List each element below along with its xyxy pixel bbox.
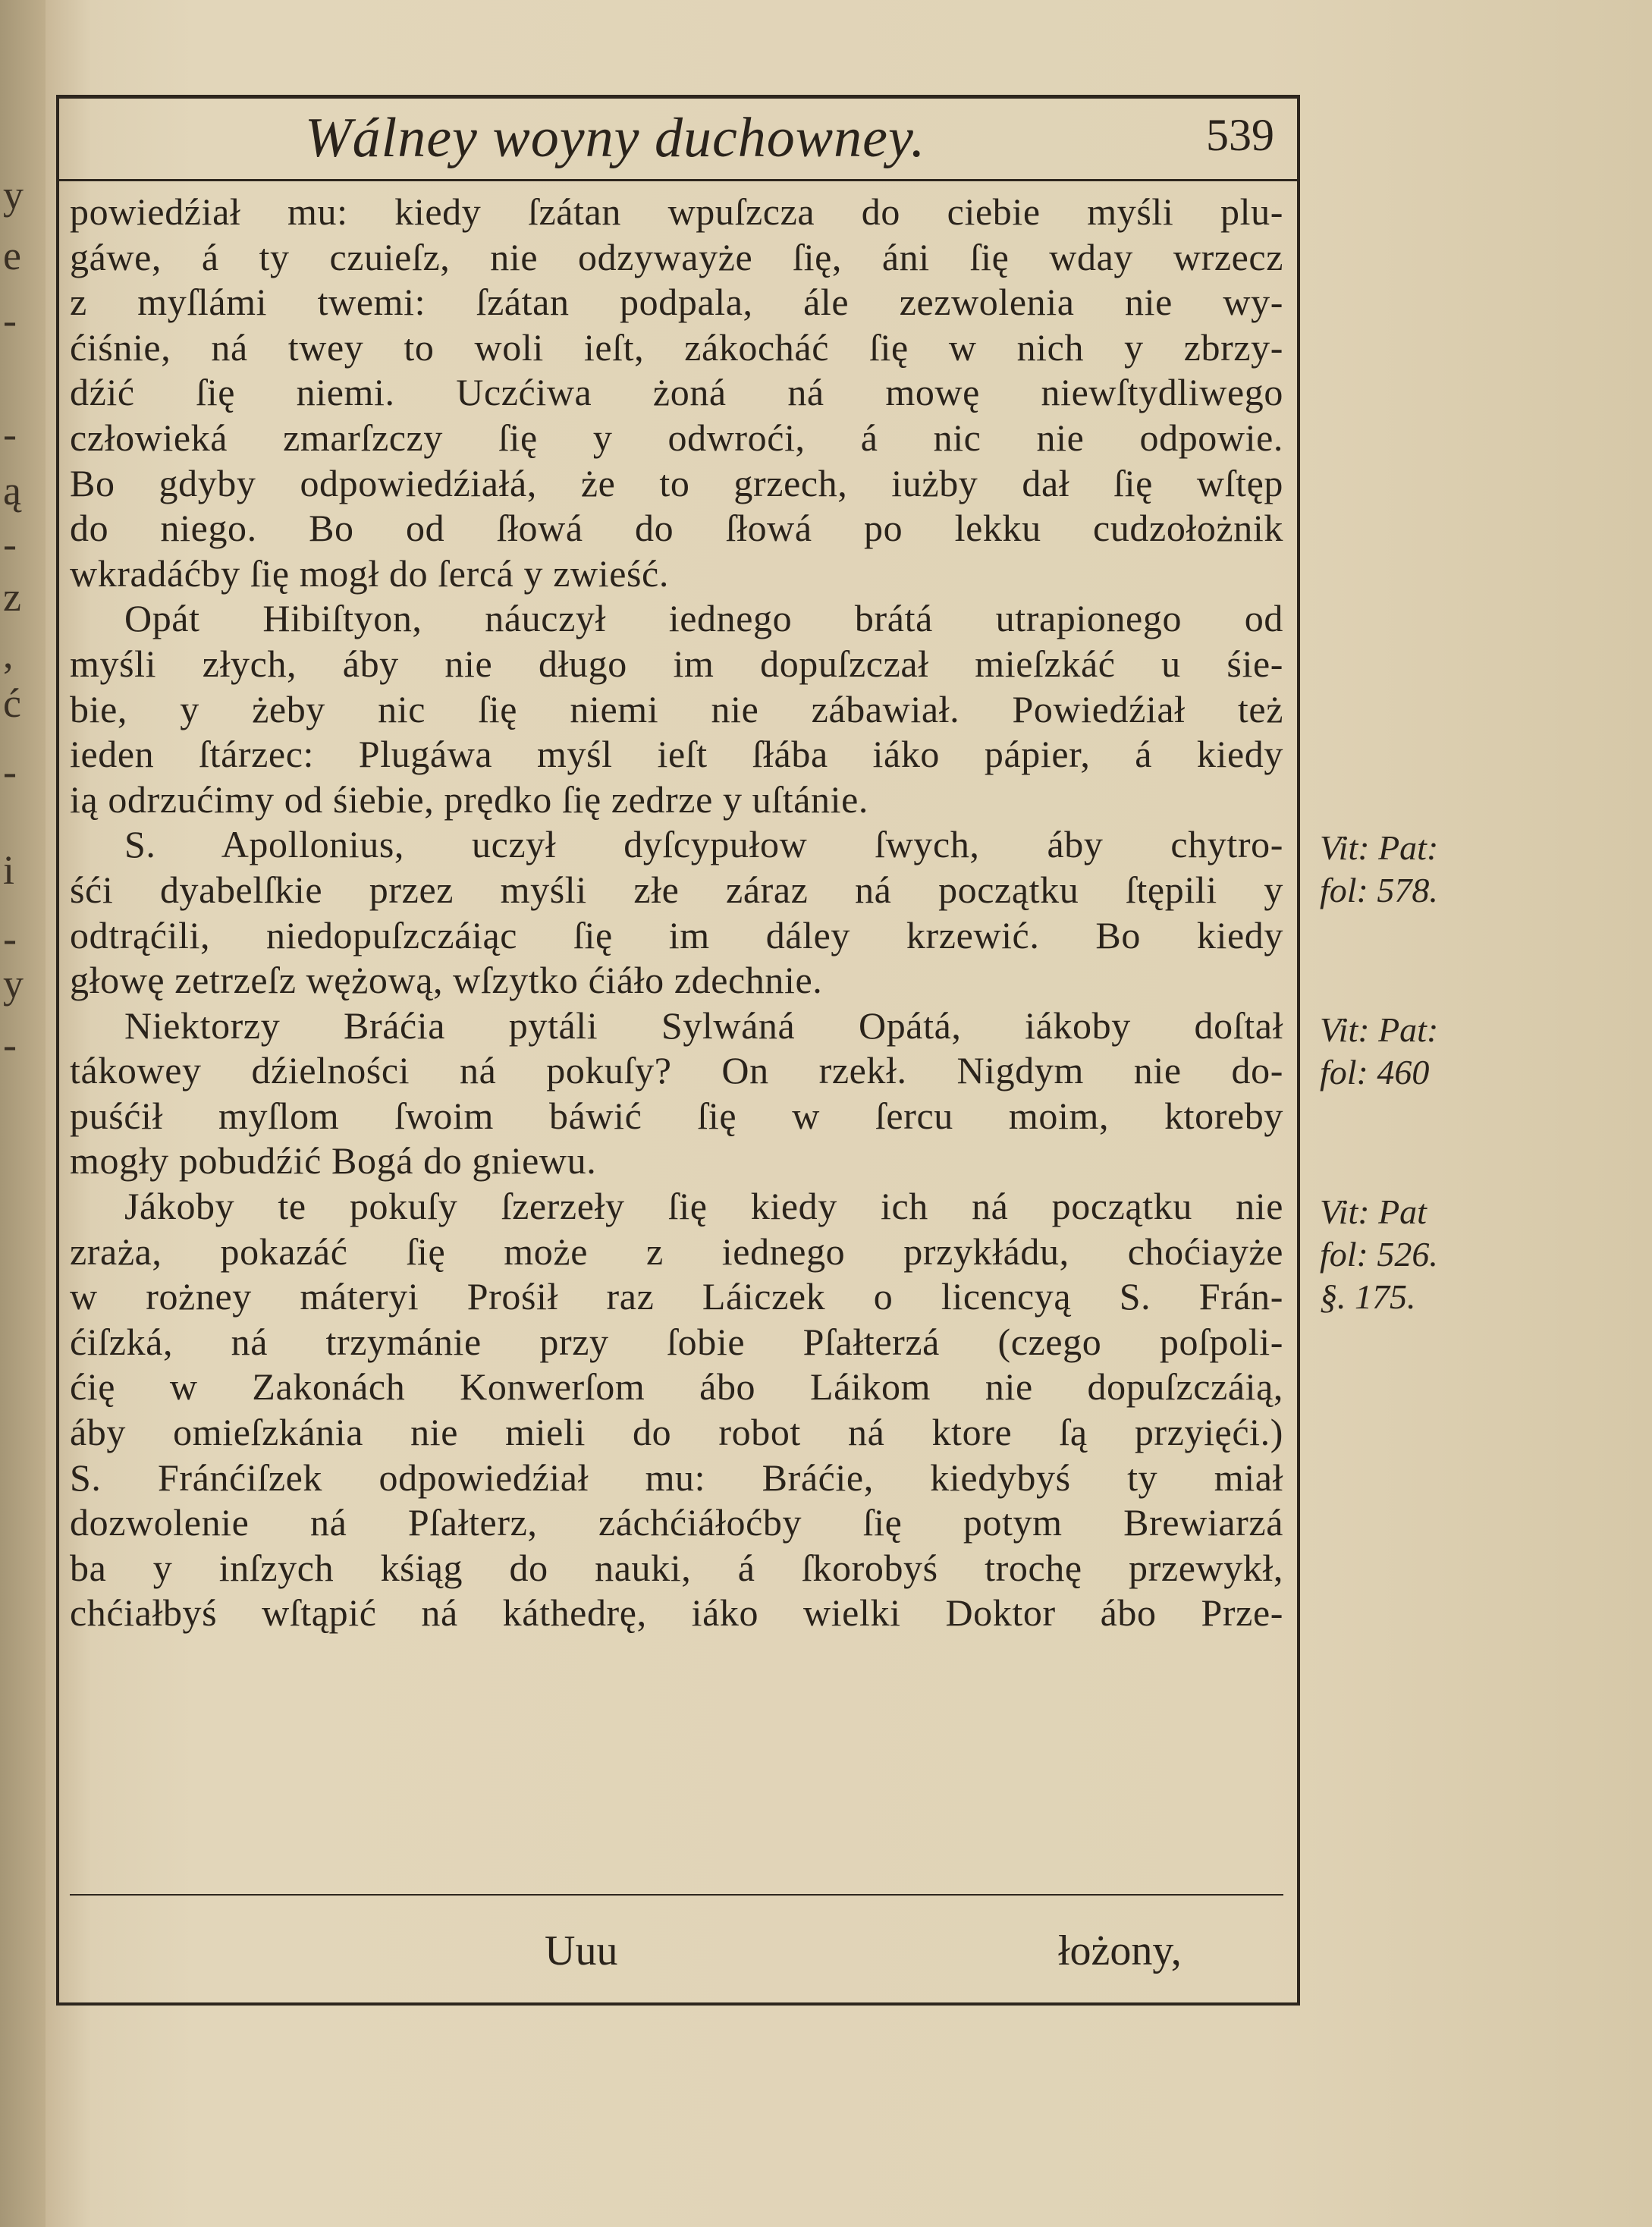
text-line: ba y inſzych kśiąg do nauki, á ſkorobyś trochę przewykł, bbox=[70, 1546, 1283, 1589]
text-line: S. Apollonius, uczył dyſcypułow ſwych, áby chytro- bbox=[124, 823, 1283, 866]
previous-page-fragment: - bbox=[3, 1022, 17, 1067]
text-line: wkradáćby ſię mogł do ſercá y zwieść. bbox=[70, 551, 669, 595]
text-line: Jákoby te pokuſy ſzerzeły ſię kiedy ich ná początku nie bbox=[124, 1185, 1283, 1228]
text-line: odtrąćili, niedopuſzczáiąc ſię im dáley krzewić. Bo kiedy bbox=[70, 913, 1283, 956]
page-number: 539 bbox=[1206, 110, 1274, 160]
text-line: tákowey dźielności ná pokuſy? On rzekł. Nigdym nie do- bbox=[70, 1049, 1283, 1092]
text-line: dozwolenie ná Pſałterz, záchćiáłoćby ſię potym Brewiarzá bbox=[70, 1501, 1283, 1544]
text-line: myśli złych, áby nie długo im dopuſzczał mieſzkáć u śie- bbox=[70, 642, 1283, 685]
text-line: ieden ſtárzec: Plugáwa myśl ieſt ſłába iáko pápier, á kiedy bbox=[70, 733, 1283, 776]
previous-page-fragment: - bbox=[3, 521, 17, 567]
margin-note bbox=[1320, 1009, 1517, 1094]
text-line: głowę zetrzeſz wężową, wſzytko ćiáło zdechnie. bbox=[70, 959, 823, 1002]
previous-page-fragment: , bbox=[3, 631, 14, 677]
previous-page-fragment: - bbox=[3, 411, 17, 457]
previous-page-fragment: y bbox=[3, 961, 24, 1007]
header-rule bbox=[56, 179, 1300, 181]
text-line: zraża, pokazáć ſię może z iednego przykłádu, choćiayże bbox=[70, 1230, 1283, 1273]
text-line: powiedźiał mu: kiedy ſzátan wpuſzcza do ciebie myśli plu- bbox=[70, 190, 1283, 233]
text-line: dźić ſię niemi. Uczćiwa żoná ná mowę niewſtydliwego bbox=[70, 371, 1283, 414]
previous-page-fragment: - bbox=[3, 749, 17, 794]
catchword: łożony, bbox=[1058, 1927, 1182, 1974]
text-line: ią odrzućimy od śiebie, prędko ſię zedrze y uſtánie. bbox=[70, 777, 869, 821]
text-line: do niego. Bo od ſłowá do ſłowá po lekku cudzołożnik bbox=[70, 507, 1283, 550]
text-line: Bo gdyby odpowiedźiałá, że to grzech, iużby dał ſię wſtęp bbox=[70, 461, 1283, 504]
page-header bbox=[68, 106, 1289, 179]
margin-note bbox=[1320, 827, 1517, 912]
text-line: śći dyabelſkie przez myśli złe záraz ná początku ſtępili y bbox=[70, 868, 1283, 911]
text-line: z myſlámi twemi: ſzátan podpala, ále zezwolenia nie wy- bbox=[70, 281, 1283, 324]
text-line: ćiśnie, ná twey to woli ieſt, zákocháć ſię w nich y zbrzy- bbox=[70, 325, 1283, 369]
margin-note-line: fol: 578. bbox=[1320, 871, 1438, 909]
text-line: ćiſzká, ná trzymánie przy ſobie Pſałterzá (czego poſpoli- bbox=[70, 1320, 1283, 1363]
previous-page-fragment: ć bbox=[3, 680, 21, 726]
margin-note-line: Vit: Pat bbox=[1320, 1192, 1427, 1231]
body-text bbox=[70, 190, 1283, 1636]
running-title: Wálney woyny duchowney. bbox=[305, 107, 926, 169]
text-line: puśćił myſlom ſwoim báwić ſię w ſercu moim, ktoreby bbox=[70, 1094, 1283, 1137]
text-line: człowieká zmarſzczy ſię y odwroći, á nic nie odpowie. bbox=[70, 416, 1283, 459]
text-line: bie, y żeby nic ſię niemi nie zábawiał. Powiedźiał też bbox=[70, 687, 1283, 730]
margin-note-line: Vit: Pat: bbox=[1320, 828, 1439, 867]
gathering-signature: Uuu bbox=[545, 1927, 618, 1974]
previous-page-fragment: i bbox=[3, 847, 15, 893]
previous-page-fragment: y bbox=[3, 172, 24, 218]
margin-note bbox=[1320, 1191, 1517, 1318]
margin-note-line: Vit: Pat: bbox=[1320, 1010, 1439, 1049]
previous-page-fragment: e bbox=[3, 233, 21, 278]
margin-note-line: fol: 526. bbox=[1320, 1235, 1438, 1274]
margin-note-line: §. 175. bbox=[1320, 1277, 1416, 1316]
margin-note-line: fol: 460 bbox=[1320, 1053, 1430, 1092]
previous-page-fragment: - bbox=[3, 297, 17, 343]
text-line: gáwe, á ty czuieſz, nie odzywayże ſię, áni ſię wday wrzecz bbox=[70, 235, 1283, 278]
previous-page-fragment: - bbox=[3, 916, 17, 961]
footer-rule bbox=[70, 1894, 1283, 1896]
text-line: w rożney máteryi Prośił raz Láiczek o licencyą S. Frán- bbox=[70, 1275, 1283, 1318]
text-line: mogły pobudźić Bogá do gniewu. bbox=[70, 1139, 597, 1183]
previous-page-edge bbox=[0, 0, 46, 2227]
text-line: Niektorzy Bráćia pytáli Sylwáná Opátá, iákoby doſtał bbox=[124, 1004, 1283, 1047]
text-line: chćiałbyś wſtąpić ná káthedrę, iáko wielki Doktor ábo Prze- bbox=[70, 1591, 1283, 1635]
text-line: Opát Hibiſtyon, náuczył iednego brátá utrapionego od bbox=[124, 597, 1283, 640]
previous-page-fragment: z bbox=[3, 574, 21, 620]
text-line: áby omieſzkánia nie mieli do robot ná ktore ſą przyięći.) bbox=[70, 1411, 1283, 1454]
previous-page-fragment: ą bbox=[3, 468, 21, 514]
text-line: ćię w Zakonách Konwerſom ábo Láikom nie dopuſzczáią, bbox=[70, 1365, 1283, 1409]
text-line: S. Fránćiſzek odpowiedźiał mu: Bráćie, kiedybyś ty miał bbox=[70, 1456, 1283, 1499]
